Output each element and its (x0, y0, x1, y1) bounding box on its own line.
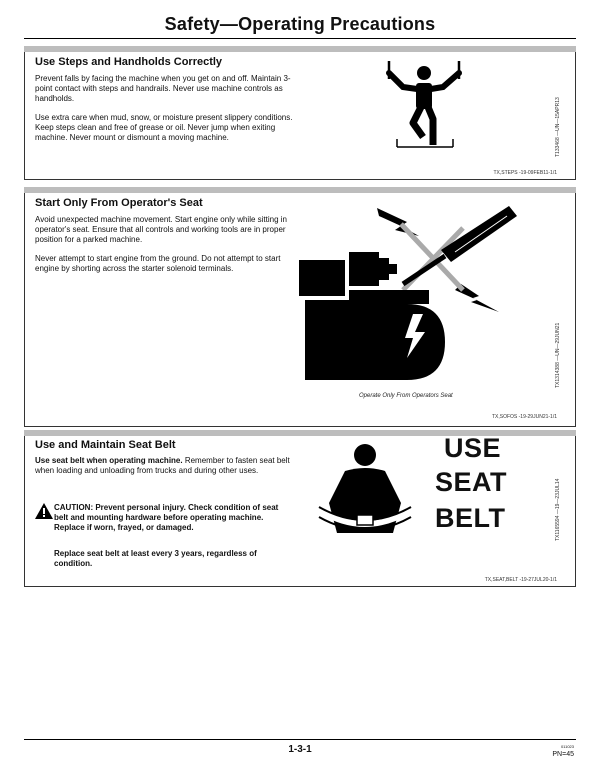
section-heading: Use and Maintain Seat Belt (35, 439, 176, 451)
page-number: 1-3-1 (288, 744, 312, 755)
section-operators-seat (24, 187, 576, 427)
section-paragraph: Replace seat belt at least every 3 years, regardless of condition. (54, 549, 257, 568)
section-paragraph (35, 456, 297, 476)
sign-word-use: USE (444, 433, 502, 463)
reference-code: TX,SOFOS -19-29JUN21-1/1 (491, 414, 557, 420)
figure-code: TX1314388 —UN—29JUN21 (555, 322, 561, 388)
section-paragraph: Use extra care when mud, snow, or moisture present slippery conditions. Keep steps clean and free of grease or oil. Never jump when exiting machine. Never mount or dismount a moving machine. (35, 113, 293, 142)
sign-word-belt: BELT (435, 503, 506, 533)
figure-caption: Operate Only From Operators Seat (359, 393, 453, 399)
section-paragraph: Avoid unexpected machine movement. Start engine only while sitting in operator's seat. Ensure that all controls and working tools are in proper position for a parked machine. (35, 215, 287, 244)
warning-triangle-icon (35, 503, 53, 519)
section-paragraph: Prevent falls by facing the machine when you get on and off. Maintain 3-point contact with steps and handrails. Never use machine controls as handholds. (35, 74, 291, 103)
section-bar (24, 46, 576, 52)
reference-code: TX,SEAT,BELT -19-27JUL20-1/1 (484, 577, 557, 583)
starter-short-prohibited-icon (295, 200, 535, 390)
page-title: Safety—Operating Precautions (164, 14, 436, 34)
title-rule (24, 38, 576, 39)
caution-text: CAUTION: Prevent personal injury. Check condition of seat belt and mounting hardware before operating machine. Replace if worn, frayed, or damaged. (54, 503, 279, 532)
reference-code: TX,STEPS -19-09FEB11-1/1 (493, 170, 557, 176)
body-text: Remember to fasten seat belt when loading and unloading from trucks and during other uses. (35, 456, 290, 475)
footer-pn: PN=45 (552, 751, 574, 758)
section-paragraph: Never attempt to start engine from the ground. Do not attempt to start engine by shorting across the starter solenoid terminals. (35, 254, 281, 273)
figure-code: TX1165594 —19—23JUL14 (555, 478, 561, 541)
section-bar (24, 187, 576, 193)
footer-small-code: 011023 (560, 744, 574, 749)
figure-code: T133468 —UN—15APR13 (555, 97, 561, 157)
section-steps-handholds (24, 46, 576, 180)
footer-rule (24, 739, 576, 740)
emphasis-text: Use seat belt when operating machine. (35, 456, 183, 465)
section-seat-belt (24, 430, 576, 587)
seat-belt-icon (315, 441, 425, 541)
section-heading: Start Only From Operator's Seat (35, 197, 203, 209)
person-on-steps-icon (383, 53, 473, 153)
section-heading: Use Steps and Handholds Correctly (35, 56, 223, 68)
sign-word-seat: SEAT (435, 467, 508, 497)
